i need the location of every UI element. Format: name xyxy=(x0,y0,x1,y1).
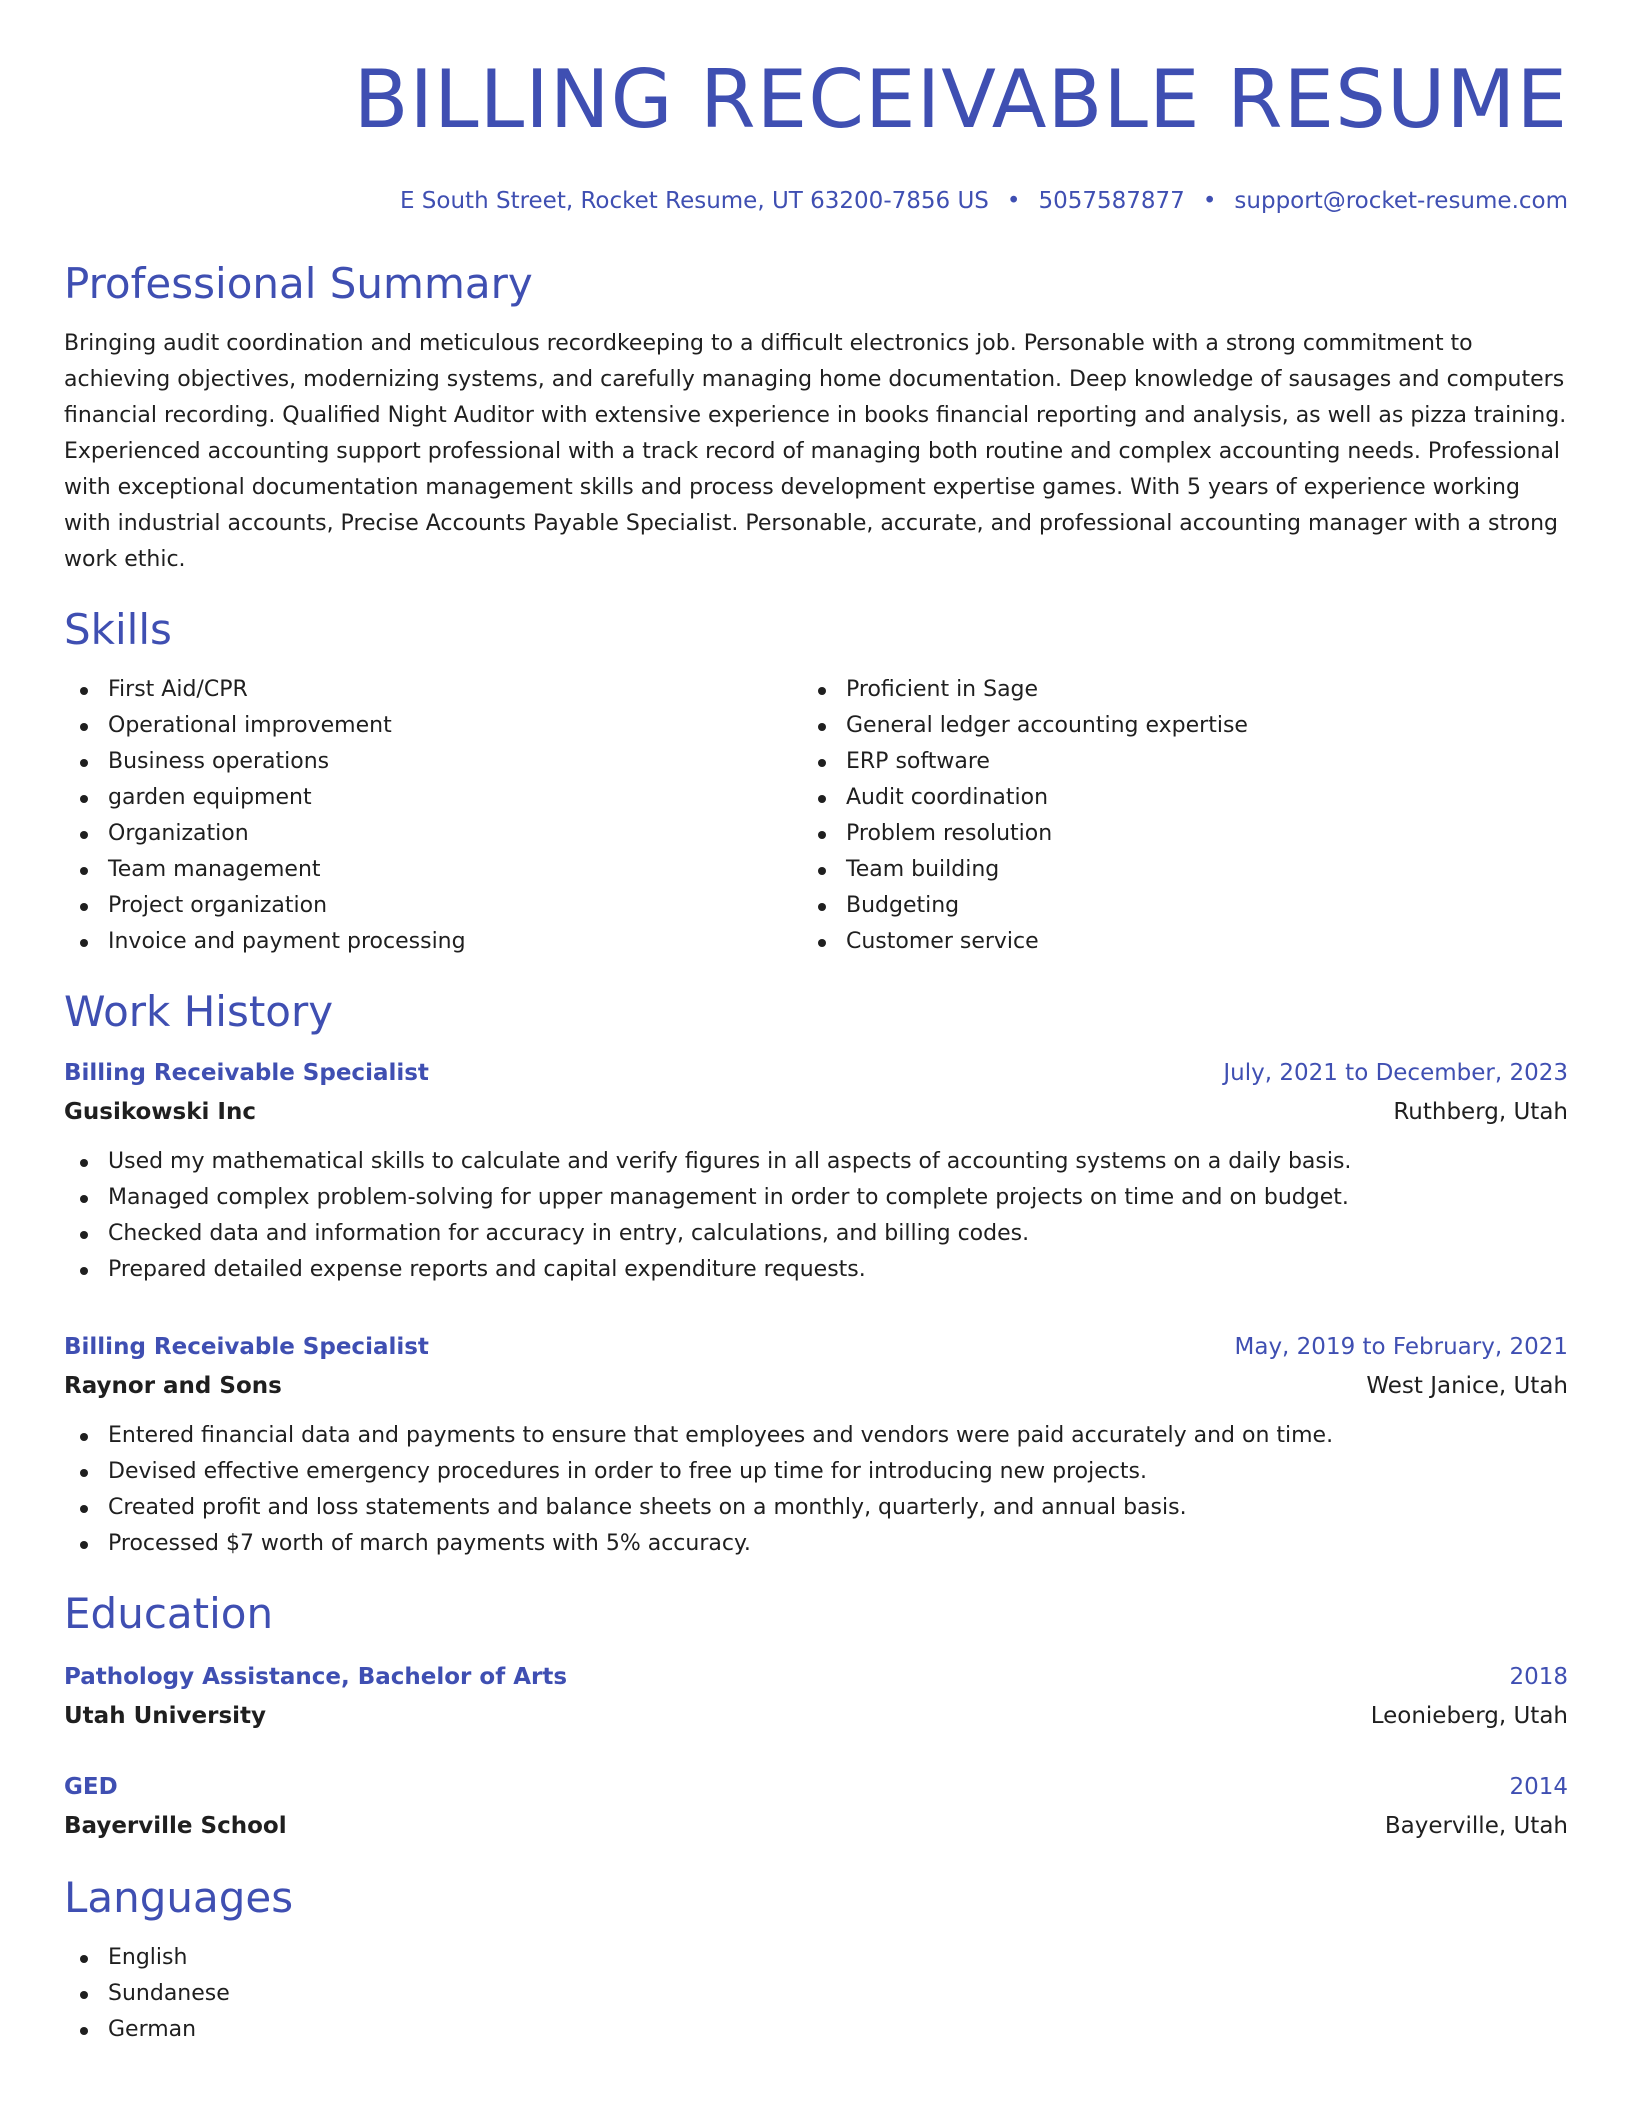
contact-separator: • xyxy=(1202,188,1217,214)
job-bullets xyxy=(64,1144,1568,1288)
education-degree-row xyxy=(64,1658,1568,1696)
job-location: West Janice, Utah xyxy=(1366,1373,1568,1399)
section-heading-skills: Skills xyxy=(64,605,172,654)
skill-item: Project organization xyxy=(64,888,802,924)
education-year: 2014 xyxy=(1509,1774,1568,1800)
contact-address: E South Street, Rocket Resume, UT 63200-7856 US xyxy=(399,188,989,214)
job-company-row xyxy=(64,1092,1568,1132)
skills-column-left xyxy=(64,672,802,960)
education-location: Bayerville, Utah xyxy=(1384,1813,1568,1839)
job-title: Billing Receivable Specialist xyxy=(64,1334,429,1360)
education-degree: Pathology Assistance, Bachelor of Arts xyxy=(64,1664,568,1690)
job-location: Ruthberg, Utah xyxy=(1393,1099,1568,1125)
skill-item: garden equipment xyxy=(64,780,802,816)
education-school-row xyxy=(64,1696,1568,1736)
job-bullets xyxy=(64,1418,1568,1562)
job-bullet: Prepared detailed expense reports and capital expenditure requests. xyxy=(64,1252,1568,1288)
skill-item: General ledger accounting expertise xyxy=(802,708,1540,744)
education-school: Bayerville School xyxy=(64,1813,287,1839)
skills-column-right xyxy=(802,672,1540,960)
language-item: English xyxy=(64,1940,1568,1976)
skill-item: First Aid/CPR xyxy=(64,672,802,708)
job-dates: July, 2021 to December, 2023 xyxy=(1223,1060,1568,1086)
skill-item: Invoice and payment processing xyxy=(64,924,802,960)
resume-header xyxy=(64,52,1568,216)
skill-item: Budgeting xyxy=(802,888,1540,924)
skill-item: Organization xyxy=(64,816,802,852)
job-bullet: Devised effective emergency procedures in order to free up time for introducing new projects. xyxy=(64,1454,1568,1490)
skill-item: Team management xyxy=(64,852,802,888)
languages-section xyxy=(64,1872,1568,2048)
resume-title: BILLING RECEIVABLE RESUME xyxy=(353,53,1568,146)
section-heading-education: Education xyxy=(64,1589,274,1638)
job-entry xyxy=(64,1328,1568,1562)
skills-grid xyxy=(64,672,1568,960)
skill-item: Team building xyxy=(802,852,1540,888)
contact-email[interactable]: support@rocket-resume.com xyxy=(1234,188,1568,214)
education-entry xyxy=(64,1658,1568,1736)
job-bullet: Managed complex problem-solving for upper management in order to complete projects on time and on budget. xyxy=(64,1180,1568,1216)
education-school-row xyxy=(64,1806,1568,1846)
skill-item: Customer service xyxy=(802,924,1540,960)
job-title: Billing Receivable Specialist xyxy=(64,1060,429,1086)
education-location: Leonieberg, Utah xyxy=(1370,1703,1568,1729)
job-company: Gusikowski Inc xyxy=(64,1099,256,1125)
contact-line xyxy=(64,186,1568,216)
education-year: 2018 xyxy=(1509,1664,1568,1690)
contact-separator: • xyxy=(1006,188,1021,214)
language-item: German xyxy=(64,2012,1568,2048)
job-bullet: Created profit and loss statements and balance sheets on a monthly, quarterly, and annual basis. xyxy=(64,1490,1568,1526)
work-history-section xyxy=(64,986,1568,1562)
skill-item: Problem resolution xyxy=(802,816,1540,852)
job-bullet: Processed $7 worth of march payments with 5% accuracy. xyxy=(64,1526,1568,1562)
skill-item: Audit coordination xyxy=(802,780,1540,816)
professional-summary-section xyxy=(64,258,1568,578)
summary-text: Bringing audit coordination and meticulous recordkeeping to a difficult electronics job. Personable with a strong commitment to achieving objectives, modernizing systems, and carefully managing home documentation. Deep knowledge of sausages and computers financial recording. Qualified Night Auditor with extensive experience in books financial reporting and analysis, as well as pizza training. Experienced accounting support professional with a track record of managing both routine and complex accounting needs. Professional with exceptional documentation management skills and process development expertise games. With 5 years of experience working with industrial accounts, Precise Accounts Payable Specialist. Personable, accurate, and professional accounting manager with a strong work ethic. xyxy=(64,331,1567,572)
job-company-row xyxy=(64,1366,1568,1406)
education-degree-row xyxy=(64,1768,1568,1806)
job-title-row xyxy=(64,1054,1568,1092)
skills-section xyxy=(64,604,1568,960)
job-entry xyxy=(64,1054,1568,1288)
education-section xyxy=(64,1588,1568,1846)
skill-item: Business operations xyxy=(64,744,802,780)
education-entry xyxy=(64,1768,1568,1846)
job-dates: May, 2019 to February, 2021 xyxy=(1234,1334,1568,1360)
skill-item: Operational improvement xyxy=(64,708,802,744)
section-heading-languages: Languages xyxy=(64,1873,294,1922)
skill-item: Proficient in Sage xyxy=(802,672,1540,708)
language-item: Sundanese xyxy=(64,1976,1568,2012)
skill-item: ERP software xyxy=(802,744,1540,780)
job-bullet: Entered financial data and payments to ensure that employees and vendors were paid accurately and on time. xyxy=(64,1418,1568,1454)
job-title-row xyxy=(64,1328,1568,1366)
section-heading-summary: Professional Summary xyxy=(64,259,533,308)
job-company: Raynor and Sons xyxy=(64,1373,282,1399)
contact-phone: 5057587877 xyxy=(1038,188,1185,214)
job-bullet: Used my mathematical skills to calculate and verify figures in all aspects of accounting systems on a daily basis. xyxy=(64,1144,1568,1180)
job-bullet: Checked data and information for accuracy in entry, calculations, and billing codes. xyxy=(64,1216,1568,1252)
education-degree: GED xyxy=(64,1774,118,1800)
languages-list xyxy=(64,1940,1568,2048)
education-school: Utah University xyxy=(64,1703,267,1729)
section-heading-work-history: Work History xyxy=(64,987,334,1036)
